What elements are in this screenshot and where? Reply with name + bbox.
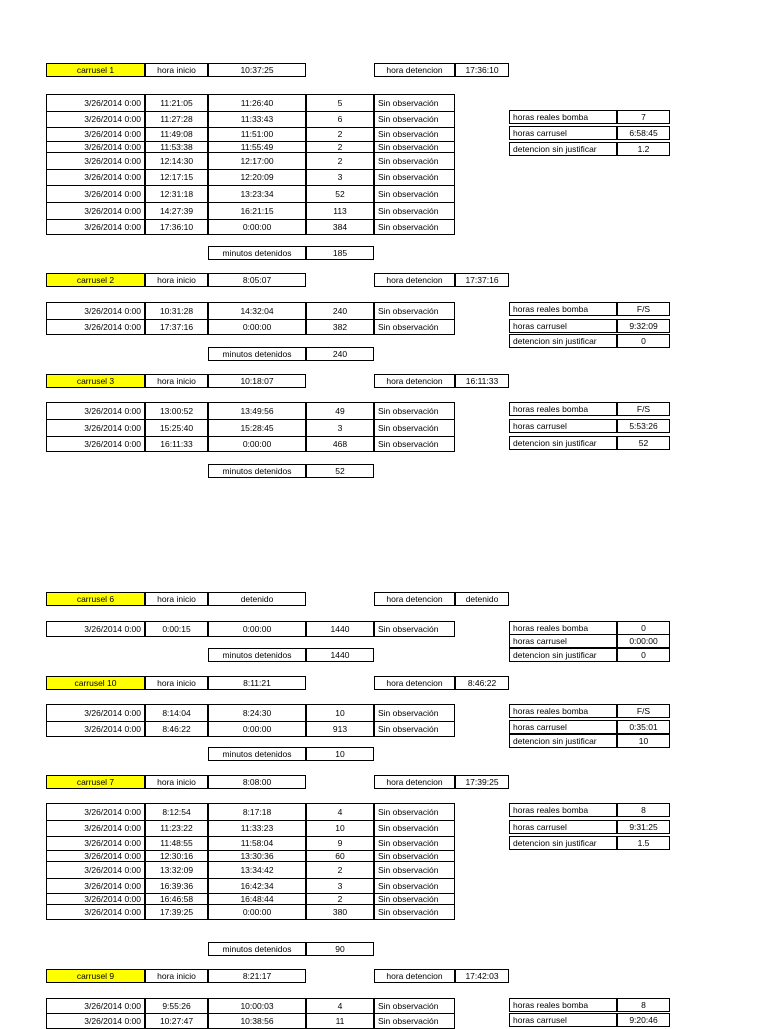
table-cell: 13:00:52: [145, 402, 208, 420]
table-cell: 3/26/2014 0:00: [46, 141, 145, 153]
summary-label-part: horas carrus: [513, 128, 561, 138]
table-cell: 16:42:34: [208, 878, 306, 894]
minutos-detenidos-value: 185: [306, 246, 374, 260]
summary-label: [509, 436, 617, 450]
table-cell: 11:49:08: [145, 127, 208, 142]
summary-label: [509, 803, 617, 817]
summary-label-part: horas reales: [513, 623, 563, 633]
table-cell: 13:49:56: [208, 402, 306, 420]
table-cell: 13:30:36: [208, 850, 306, 862]
summary-value: 7: [617, 110, 670, 124]
summary-value: F/S: [617, 302, 670, 316]
table-cell: 3/26/2014 0:00: [46, 419, 145, 437]
minutos-detenidos-value: 1440: [306, 648, 374, 662]
summary-label-part: detencion sin: [513, 144, 564, 154]
minutos-detenidos-label: minutos detenidos: [208, 747, 306, 761]
table-cell: Sin observación: [374, 721, 455, 737]
table-cell: 12:20:09: [208, 169, 306, 186]
table-cell: Sin observación: [374, 436, 455, 452]
table-cell: 10:00:03: [208, 998, 306, 1014]
table-cell: Sin observación: [374, 202, 455, 220]
hora-inicio-label: hora inicio: [145, 676, 208, 690]
table-cell: 8:24:30: [208, 704, 306, 722]
hora-inicio-value: 10:18:07: [208, 374, 306, 388]
table-cell: 9: [306, 836, 374, 851]
summary-label: [509, 126, 617, 140]
table-cell: 3/26/2014 0:00: [46, 820, 145, 837]
minutos-detenidos-value: 240: [306, 347, 374, 361]
table-cell: 3/26/2014 0:00: [46, 836, 145, 851]
table-cell: 468: [306, 436, 374, 452]
table-cell: 3/26/2014 0:00: [46, 111, 145, 128]
hora-inicio-label: hora inicio: [145, 63, 208, 77]
table-cell: 0:00:00: [208, 621, 306, 637]
table-cell: 3/26/2014 0:00: [46, 219, 145, 235]
table-cell: Sin observación: [374, 878, 455, 894]
minutos-detenidos-value: 52: [306, 464, 374, 478]
table-cell: 16:11:33: [145, 436, 208, 452]
summary-label-part: justificar: [563, 736, 597, 746]
table-cell: Sin observación: [374, 893, 455, 905]
summary-value: 1.5: [617, 836, 670, 850]
table-cell: 2: [306, 141, 374, 153]
table-cell: Sin observación: [374, 419, 455, 437]
table-cell: 17:37:16: [145, 319, 208, 335]
table-cell: 8:17:18: [208, 803, 306, 821]
table-cell: 17:36:10: [145, 219, 208, 235]
table-cell: 913: [306, 721, 374, 737]
summary-label-part: horas carrus: [513, 722, 561, 732]
table-cell: Sin observación: [374, 998, 455, 1014]
summary-label-part: horas reales: [513, 1000, 563, 1010]
table-cell: Sin observación: [374, 185, 455, 203]
hora-detencion-value: 17:37:16: [455, 273, 509, 287]
hora-detencion-value: detenido: [455, 592, 509, 606]
summary-label-part: horas reales: [513, 112, 563, 122]
table-cell: Sin observación: [374, 302, 455, 320]
hora-inicio-value: 8:21:17: [208, 969, 306, 983]
summary-label: [509, 319, 617, 333]
table-cell: 52: [306, 185, 374, 203]
hora-inicio-value: detenido: [208, 592, 306, 606]
summary-label: [509, 621, 617, 635]
summary-label: [509, 648, 617, 662]
summary-label-part: bomba: [562, 404, 589, 414]
summary-label-part: justificar: [563, 838, 597, 848]
summary-label-part: justificar: [563, 650, 597, 660]
table-cell: Sin observación: [374, 94, 455, 112]
table-cell: Sin observación: [374, 169, 455, 186]
summary-label: [509, 720, 617, 734]
table-cell: 60: [306, 850, 374, 862]
table-cell: 15:25:40: [145, 419, 208, 437]
table-cell: 3/26/2014 0:00: [46, 319, 145, 335]
summary-value: F/S: [617, 704, 670, 718]
hora-detencion-label: hora detencion: [374, 592, 455, 606]
hora-detencion-label: hora detencion: [374, 63, 455, 77]
table-cell: 49: [306, 402, 374, 420]
hora-inicio-label: hora inicio: [145, 374, 208, 388]
table-cell: 12:30:16: [145, 850, 208, 862]
table-cell: 16:39:36: [145, 878, 208, 894]
table-cell: 3/26/2014 0:00: [46, 302, 145, 320]
table-cell: 16:21:15: [208, 202, 306, 220]
table-cell: 14:27:39: [145, 202, 208, 220]
table-cell: 11:55:49: [208, 141, 306, 153]
summary-label-part: horas reales: [513, 706, 563, 716]
summary-label-part: horas reales: [513, 304, 563, 314]
summary-label-part: el: [560, 421, 567, 431]
table-cell: Sin observación: [374, 621, 455, 637]
summary-label: [509, 704, 617, 718]
carrusel-title: carrusel 1: [46, 63, 145, 77]
table-cell: Sin observación: [374, 219, 455, 235]
summary-label-part: bomba: [562, 706, 589, 716]
summary-value: 10: [617, 734, 670, 748]
table-cell: 0:00:00: [208, 319, 306, 335]
table-cell: Sin observación: [374, 152, 455, 170]
table-cell: 8:14:04: [145, 704, 208, 722]
hora-inicio-label: hora inicio: [145, 592, 208, 606]
table-cell: 16:46:58: [145, 893, 208, 905]
summary-label: [509, 334, 617, 348]
table-cell: 10:38:56: [208, 1013, 306, 1029]
summary-value: 9:20:46: [617, 1013, 670, 1027]
hora-detencion-label: hora detencion: [374, 969, 455, 983]
table-cell: Sin observación: [374, 850, 455, 862]
table-cell: 4: [306, 803, 374, 821]
table-cell: 1440: [306, 621, 374, 637]
summary-label-part: detencion sin: [513, 650, 564, 660]
summary-label-part: el: [560, 1015, 567, 1025]
summary-label-part: justificar: [563, 336, 597, 346]
minutos-detenidos-label: minutos detenidos: [208, 648, 306, 662]
summary-label-part: detencion sin: [513, 736, 564, 746]
table-cell: Sin observación: [374, 141, 455, 153]
table-cell: 2: [306, 893, 374, 905]
table-cell: 2: [306, 127, 374, 142]
table-cell: 10: [306, 820, 374, 837]
table-cell: 6: [306, 111, 374, 128]
summary-label-part: detencion sin: [513, 336, 564, 346]
table-cell: 3/26/2014 0:00: [46, 803, 145, 821]
minutos-detenidos-value: 90: [306, 942, 374, 956]
summary-value: 0: [617, 334, 670, 348]
table-cell: 3/26/2014 0:00: [46, 1013, 145, 1029]
summary-label-part: detencion sin: [513, 838, 564, 848]
table-cell: 0:00:00: [208, 904, 306, 920]
summary-value: 0:00:00: [617, 634, 670, 648]
table-cell: 3/26/2014 0:00: [46, 861, 145, 879]
summary-label-part: horas reales: [513, 404, 563, 414]
summary-value: 0: [617, 648, 670, 662]
table-cell: 11:33:23: [208, 820, 306, 837]
summary-label-part: horas carrus: [513, 421, 561, 431]
table-cell: 12:17:00: [208, 152, 306, 170]
table-cell: 3/26/2014 0:00: [46, 202, 145, 220]
table-cell: 3/26/2014 0:00: [46, 704, 145, 722]
summary-label-part: el: [560, 636, 567, 646]
table-cell: Sin observación: [374, 904, 455, 920]
summary-value: 52: [617, 436, 670, 450]
summary-label-part: el: [560, 321, 567, 331]
hora-detencion-value: 8:46:22: [455, 676, 509, 690]
table-cell: 8:46:22: [145, 721, 208, 737]
carrusel-title: carrusel 3: [46, 374, 145, 388]
table-cell: 2: [306, 861, 374, 879]
table-cell: 9:55:26: [145, 998, 208, 1014]
table-cell: 3/26/2014 0:00: [46, 878, 145, 894]
hora-detencion-label: hora detencion: [374, 374, 455, 388]
summary-label-part: bomba: [562, 1000, 589, 1010]
summary-label: [509, 1013, 617, 1027]
table-cell: 11:26:40: [208, 94, 306, 112]
summary-value: 9:31:25: [617, 820, 670, 834]
hora-inicio-value: 10:37:25: [208, 63, 306, 77]
table-cell: 3/26/2014 0:00: [46, 904, 145, 920]
table-cell: 12:31:18: [145, 185, 208, 203]
summary-label-part: bomba: [562, 623, 589, 633]
summary-label-part: bomba: [562, 112, 589, 122]
table-cell: 3: [306, 169, 374, 186]
table-cell: 14:32:04: [208, 302, 306, 320]
hora-detencion-value: 17:39:25: [455, 775, 509, 789]
table-cell: 5: [306, 94, 374, 112]
table-cell: 11:48:55: [145, 836, 208, 851]
table-cell: 3/26/2014 0:00: [46, 436, 145, 452]
table-cell: 0:00:00: [208, 436, 306, 452]
table-cell: 3/26/2014 0:00: [46, 721, 145, 737]
table-cell: 3/26/2014 0:00: [46, 998, 145, 1014]
table-cell: Sin observación: [374, 127, 455, 142]
table-cell: Sin observación: [374, 803, 455, 821]
hora-detencion-value: 17:36:10: [455, 63, 509, 77]
summary-label-part: horas reales: [513, 805, 563, 815]
table-cell: 3/26/2014 0:00: [46, 169, 145, 186]
table-cell: 382: [306, 319, 374, 335]
hora-inicio-label: hora inicio: [145, 273, 208, 287]
table-cell: 10:27:47: [145, 1013, 208, 1029]
hora-inicio-label: hora inicio: [145, 969, 208, 983]
summary-label-part: horas carrus: [513, 1015, 561, 1025]
table-cell: Sin observación: [374, 1013, 455, 1029]
summary-label-part: detencion sin: [513, 438, 564, 448]
minutos-detenidos-label: minutos detenidos: [208, 464, 306, 478]
table-cell: 3/26/2014 0:00: [46, 94, 145, 112]
table-cell: 11:33:43: [208, 111, 306, 128]
table-cell: 13:23:34: [208, 185, 306, 203]
summary-label: [509, 142, 617, 156]
summary-label: [509, 998, 617, 1012]
table-cell: 3/26/2014 0:00: [46, 621, 145, 637]
hora-inicio-label: hora inicio: [145, 775, 208, 789]
summary-value: 1.2: [617, 142, 670, 156]
table-cell: Sin observación: [374, 861, 455, 879]
summary-value: 9:32:09: [617, 319, 670, 333]
summary-label: [509, 419, 617, 433]
table-cell: Sin observación: [374, 111, 455, 128]
table-cell: Sin observación: [374, 319, 455, 335]
table-cell: 12:14:30: [145, 152, 208, 170]
minutos-detenidos-label: minutos detenidos: [208, 347, 306, 361]
table-cell: 3/26/2014 0:00: [46, 893, 145, 905]
summary-label: [509, 302, 617, 316]
table-cell: 0:00:15: [145, 621, 208, 637]
summary-label-part: bomba: [562, 805, 589, 815]
table-cell: 3/26/2014 0:00: [46, 152, 145, 170]
hora-detencion-value: 17:42:03: [455, 969, 509, 983]
table-cell: 113: [306, 202, 374, 220]
summary-label-part: justificar: [563, 438, 597, 448]
table-cell: 12:17:15: [145, 169, 208, 186]
table-cell: 4: [306, 998, 374, 1014]
summary-label: [509, 836, 617, 850]
hora-detencion-label: hora detencion: [374, 676, 455, 690]
table-cell: 3: [306, 878, 374, 894]
table-cell: 3/26/2014 0:00: [46, 402, 145, 420]
table-cell: 11:58:04: [208, 836, 306, 851]
carrusel-title: carrusel 9: [46, 969, 145, 983]
summary-value: 8: [617, 803, 670, 817]
summary-value: 5:53:26: [617, 419, 670, 433]
summary-label: [509, 402, 617, 416]
table-cell: 16:48:44: [208, 893, 306, 905]
hora-inicio-value: 8:08:00: [208, 775, 306, 789]
summary-label-part: el: [560, 128, 567, 138]
table-cell: Sin observación: [374, 704, 455, 722]
hora-detencion-value: 16:11:33: [455, 374, 509, 388]
hora-detencion-label: hora detencion: [374, 775, 455, 789]
summary-label: [509, 734, 617, 748]
summary-value: 6:58:45: [617, 126, 670, 140]
hora-inicio-value: 8:05:07: [208, 273, 306, 287]
summary-label-part: bomba: [562, 304, 589, 314]
table-cell: Sin observación: [374, 836, 455, 851]
minutos-detenidos-label: minutos detenidos: [208, 942, 306, 956]
summary-label-part: el: [560, 822, 567, 832]
table-cell: 11:21:05: [145, 94, 208, 112]
table-cell: 3/26/2014 0:00: [46, 850, 145, 862]
summary-value: 8: [617, 998, 670, 1012]
summary-value: 0: [617, 621, 670, 635]
table-cell: 13:34:42: [208, 861, 306, 879]
minutos-detenidos-value: 10: [306, 747, 374, 761]
table-cell: 11:53:38: [145, 141, 208, 153]
carrusel-title: carrusel 6: [46, 592, 145, 606]
table-cell: 2: [306, 152, 374, 170]
table-cell: 17:39:25: [145, 904, 208, 920]
table-cell: 13:32:09: [145, 861, 208, 879]
summary-label: [509, 634, 617, 648]
minutos-detenidos-label: minutos detenidos: [208, 246, 306, 260]
carrusel-title: carrusel 2: [46, 273, 145, 287]
table-cell: 8:12:54: [145, 803, 208, 821]
table-cell: 240: [306, 302, 374, 320]
table-cell: 11:23:22: [145, 820, 208, 837]
table-cell: Sin observación: [374, 820, 455, 837]
carrusel-title: carrusel 10: [46, 676, 145, 690]
hora-detencion-label: hora detencion: [374, 273, 455, 287]
summary-label-part: el: [560, 722, 567, 732]
table-cell: 10: [306, 704, 374, 722]
summary-label-part: horas carrus: [513, 822, 561, 832]
table-cell: Sin observación: [374, 402, 455, 420]
carrusel-title: carrusel 7: [46, 775, 145, 789]
table-cell: 11:51:00: [208, 127, 306, 142]
summary-value: 0:35:01: [617, 720, 670, 734]
summary-label-part: justificar: [563, 144, 597, 154]
table-cell: 380: [306, 904, 374, 920]
table-cell: 384: [306, 219, 374, 235]
table-cell: 11:27:28: [145, 111, 208, 128]
table-cell: 3/26/2014 0:00: [46, 127, 145, 142]
table-cell: 3: [306, 419, 374, 437]
table-cell: 0:00:00: [208, 721, 306, 737]
summary-label: [509, 110, 617, 124]
hora-inicio-value: 8:11:21: [208, 676, 306, 690]
summary-label-part: horas carrus: [513, 321, 561, 331]
table-cell: 11: [306, 1013, 374, 1029]
table-cell: 3/26/2014 0:00: [46, 185, 145, 203]
table-cell: 0:00:00: [208, 219, 306, 235]
summary-label: [509, 820, 617, 834]
table-cell: 10:31:28: [145, 302, 208, 320]
summary-label-part: horas carrus: [513, 636, 561, 646]
table-cell: 15:28:45: [208, 419, 306, 437]
summary-value: F/S: [617, 402, 670, 416]
